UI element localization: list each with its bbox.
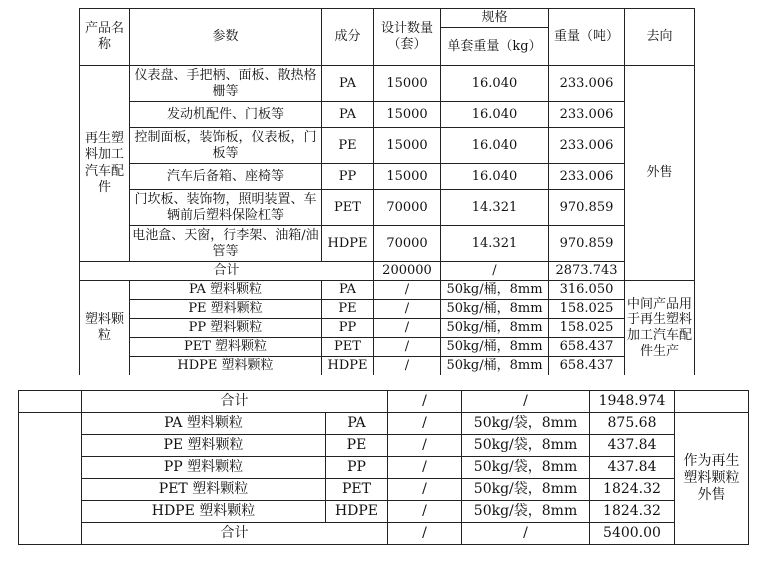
row-unit: 14.321 (441, 190, 549, 226)
row-param: 门坎板、装饰物，照明装置、车辆前后塑料保险杠等 (130, 190, 322, 226)
row-weight: 970.859 (549, 226, 625, 262)
row-qty: 15000 (374, 66, 441, 102)
row-comp: PE (322, 128, 374, 164)
row-param: PP 塑料颗粒 (82, 457, 326, 479)
header-design-qty: 设计数量（套） (374, 9, 441, 66)
dest-sell: 外售 (625, 66, 695, 281)
product-table-lower (18, 390, 749, 545)
row-weight: 1824.32 (590, 479, 675, 501)
row-qty: 15000 (374, 128, 441, 164)
row-param: 汽车后备箱、座椅等 (130, 164, 322, 190)
group-car-parts: 再生塑料加工汽车配件 (80, 66, 130, 262)
row-param: PA 塑料颗粒 (82, 413, 326, 435)
row-qty: / (388, 435, 462, 457)
header-weight: 重量（吨） (549, 9, 625, 66)
total-label: 合计 (82, 391, 388, 413)
row-weight: 658.437 (549, 338, 625, 357)
row-qty: 70000 (374, 190, 441, 226)
row-comp: HDPE (326, 501, 388, 523)
row-weight: 233.006 (549, 102, 625, 128)
row-qty: 15000 (374, 102, 441, 128)
total-unit: / (441, 262, 549, 281)
header-params: 参数 (130, 9, 322, 66)
total-weight: 2873.743 (549, 262, 625, 281)
total-qty: 200000 (374, 262, 441, 281)
row-unit: 50kg/桶，8mm (441, 319, 549, 338)
header-unit-weight: 单套重量（kg） (441, 28, 549, 66)
row-unit: 16.040 (441, 164, 549, 190)
row-comp: PET (326, 479, 388, 501)
row-weight: 233.006 (549, 128, 625, 164)
group-pellets: 塑料颗粒 (80, 281, 130, 376)
row-unit: 50kg/袋，8mm (462, 435, 590, 457)
row-unit: 50kg/桶，8mm (441, 281, 549, 300)
total-unit: / (462, 391, 590, 413)
total-qty: / (388, 391, 462, 413)
row-unit: 50kg/袋，8mm (462, 413, 590, 435)
row-comp: HDPE (322, 357, 374, 376)
row-param: PA 塑料颗粒 (130, 281, 322, 300)
row-param: PP 塑料颗粒 (130, 319, 322, 338)
row-qty: / (388, 479, 462, 501)
row-unit: 50kg/桶，8mm (441, 357, 549, 376)
row-param: 电池盒、天窗，行李架、油箱/油管等 (130, 226, 322, 262)
row-comp: PET (322, 190, 374, 226)
row-qty: / (388, 413, 462, 435)
row-comp: PA (322, 102, 374, 128)
row-unit: 50kg/桶，8mm (441, 300, 549, 319)
product-table-upper (79, 8, 695, 375)
row-comp: HDPE (322, 226, 374, 262)
row-qty: / (374, 357, 441, 376)
row-qty: / (388, 457, 462, 479)
row-weight: 437.84 (590, 435, 675, 457)
row-comp: PP (322, 319, 374, 338)
row-weight: 875.68 (590, 413, 675, 435)
row-param: PET 塑料颗粒 (82, 479, 326, 501)
total-unit: / (462, 523, 590, 545)
total-label: 合计 (82, 523, 388, 545)
total-qty: / (388, 523, 462, 545)
header-component: 成分 (322, 9, 374, 66)
row-param: PE 塑料颗粒 (130, 300, 322, 319)
total-weight: 1948.974 (590, 391, 675, 413)
row-weight: 970.859 (549, 190, 625, 226)
row-comp: PA (322, 281, 374, 300)
row-qty: / (388, 501, 462, 523)
row-unit: 16.040 (441, 66, 549, 102)
row-qty: 15000 (374, 164, 441, 190)
row-param: HDPE 塑料颗粒 (130, 357, 322, 376)
row-comp: PP (322, 164, 374, 190)
row-param: 控制面板，装饰板，仪表板，门板等 (130, 128, 322, 164)
row-weight: 1824.32 (590, 501, 675, 523)
row-weight: 158.025 (549, 300, 625, 319)
row-qty: / (374, 300, 441, 319)
row-qty: / (374, 338, 441, 357)
row-unit: 50kg/袋，8mm (462, 479, 590, 501)
empty-cell (19, 391, 82, 413)
row-weight: 233.006 (549, 66, 625, 102)
header-spec: 规格 (441, 9, 549, 28)
row-qty: 70000 (374, 226, 441, 262)
header-product-name: 产品名称 (80, 9, 130, 66)
row-param: HDPE 塑料颗粒 (82, 501, 326, 523)
row-unit: 50kg/桶，8mm (441, 338, 549, 357)
row-comp: PA (322, 66, 374, 102)
row-unit: 50kg/袋，8mm (462, 501, 590, 523)
row-param: 仪表盘、手把柄、面板、散热格栅等 (130, 66, 322, 102)
row-param: PE 塑料颗粒 (82, 435, 326, 457)
row-unit: 16.040 (441, 102, 549, 128)
row-param: 发动机配件、门板等 (130, 102, 322, 128)
row-weight: 658.437 (549, 357, 625, 376)
dest-resell: 作为再生塑料颗粒外售 (675, 413, 749, 545)
row-unit: 14.321 (441, 226, 549, 262)
dest-intermediate: 中间产品用于再生塑料加工汽车配件生产 (625, 281, 695, 376)
row-unit: 16.040 (441, 128, 549, 164)
empty-cell (675, 391, 749, 413)
row-weight: 233.006 (549, 164, 625, 190)
row-weight: 437.84 (590, 457, 675, 479)
empty-cell (19, 413, 82, 545)
row-comp: PET (322, 338, 374, 357)
row-comp: PP (326, 457, 388, 479)
row-qty: / (374, 281, 441, 300)
row-comp: PA (326, 413, 388, 435)
row-comp: PE (322, 300, 374, 319)
total-weight: 5400.00 (590, 523, 675, 545)
total-label: 合计 (80, 262, 374, 281)
row-unit: 50kg/袋，8mm (462, 457, 590, 479)
row-qty: / (374, 319, 441, 338)
row-weight: 316.050 (549, 281, 625, 300)
row-param: PET 塑料颗粒 (130, 338, 322, 357)
row-comp: PE (326, 435, 388, 457)
row-weight: 158.025 (549, 319, 625, 338)
header-destination: 去向 (625, 9, 695, 66)
